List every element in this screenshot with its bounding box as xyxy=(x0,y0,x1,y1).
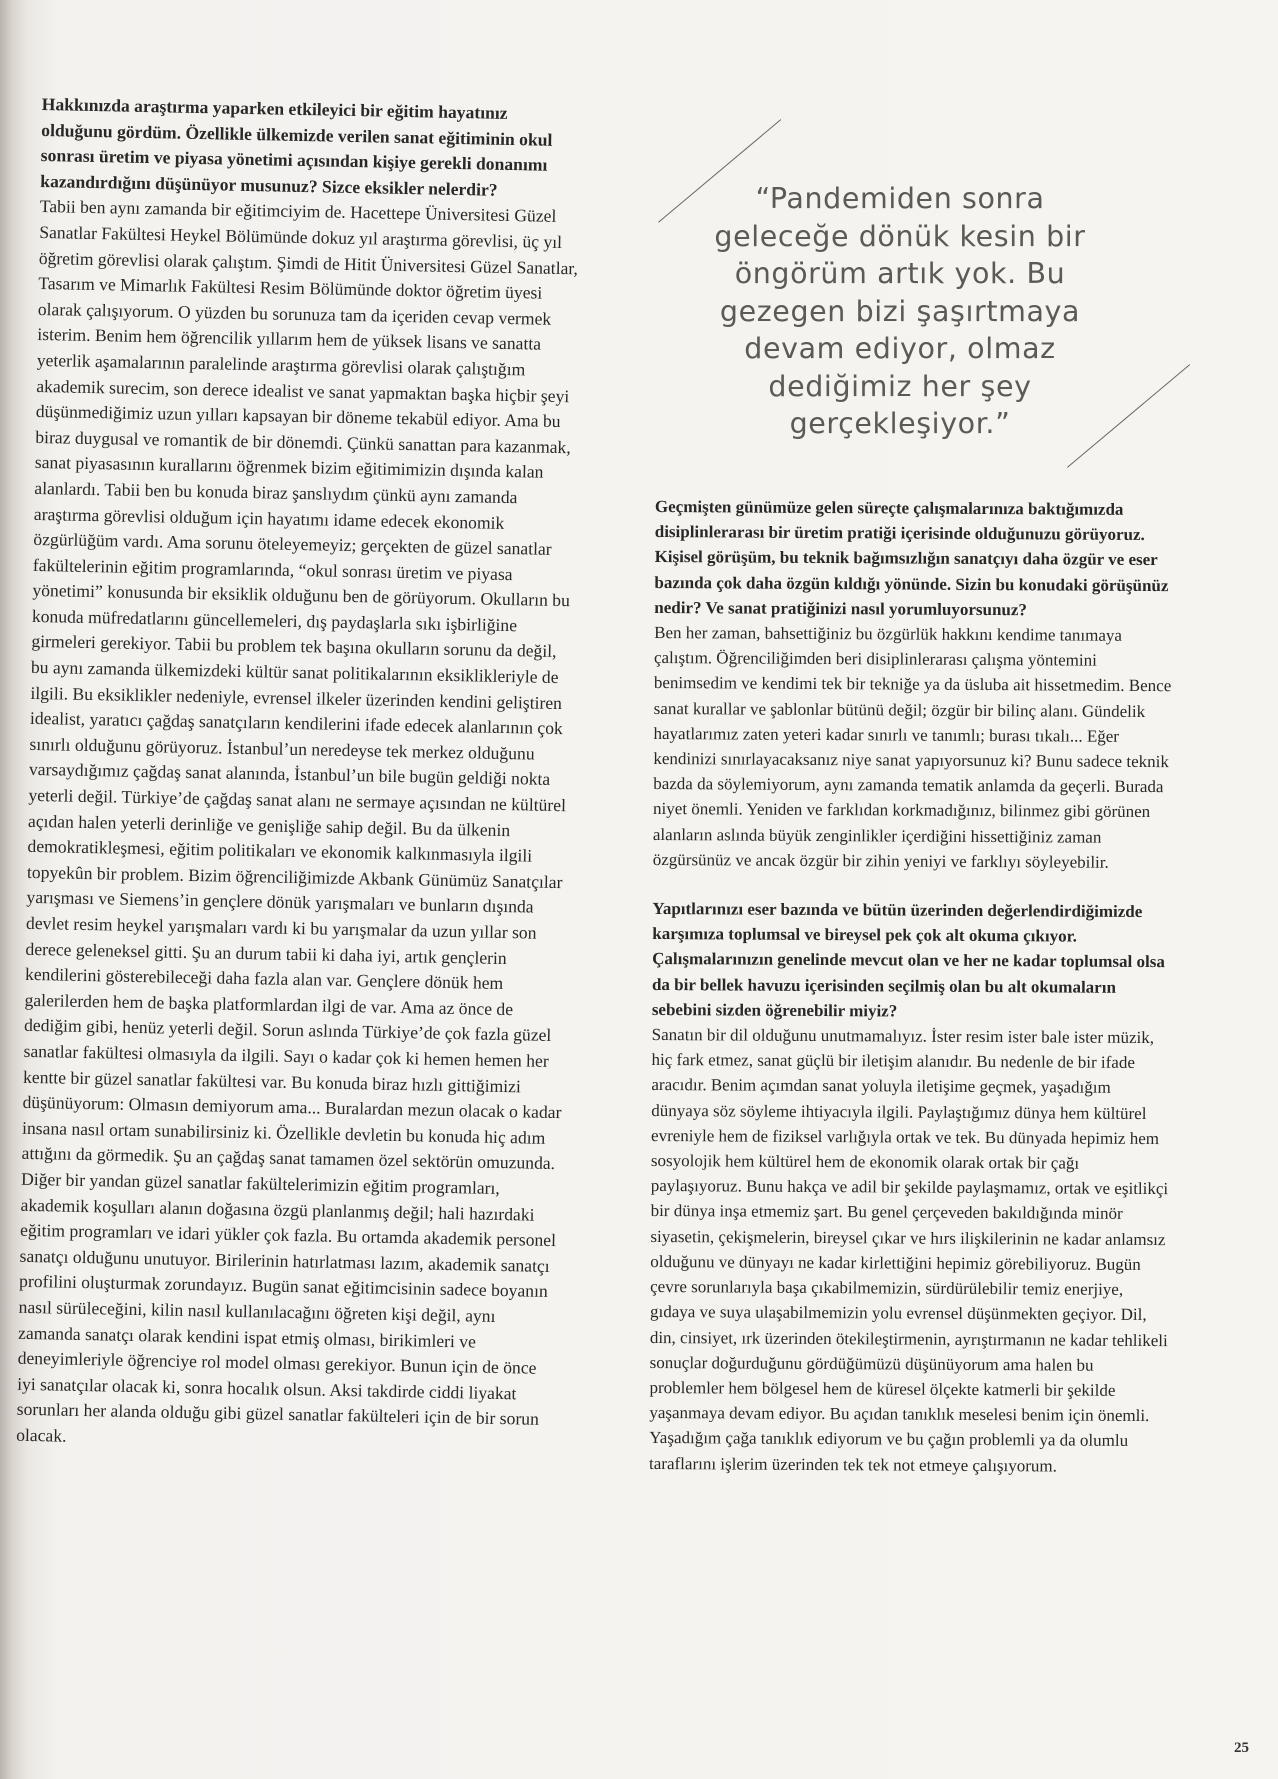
interview-answer: Ben her zaman, bahsettiğiniz bu özgürlük hakkını kendime tanımaya çalıştım. Öğrenciliğimden beri disiplinlerarası çalışma yöntemini benimsedim ve kendimi tek bir tekniğe ya da üsluba ait hissetmedim. Bence sanat kurallar ve şablonlar bütünü değil; özgür bir bilinç alanı. Gündelik hayatlarımız zaten yeteri kadar sınırlı ve tanımlı; burası tıkalı... Eğer kendinizi sınırlayacaksanız niye sanat yapıyorsunuz ki? Bunu sadece teknik bazda da söylemiyorum, aynı zamanda tematik anlamda da geçerli. Burada niyet önemli. Yeniden ve farklıdan korkmadığınız, bilinmez gibi görünen alanların aslında büyük zenginlikler içerdiğini hissettiğiniz zaman özgürsünüz ve ancak özgür bir zihin yeniyi ve farklıyı söyleyebilir. xyxy=(652,623,1172,872)
page-number: 25 xyxy=(1234,1740,1249,1756)
paragraph-gap xyxy=(653,872,1173,899)
interview-answer: Tabii ben aynı zamanda bir eğitimciyim de. Hacettepe Üniversitesi Güzel Sanatlar Fakültesi Heykel Bölümünde dokuz yıl araştırma görevlisi, üç yıl öğretim görevlisi olarak çalıştım. Şimdi de Hitit Üniversitesi Güzel Sanatlar, Tasarım ve Mimarlık Fakültesi Resim Bölümünde doktor öğretim üyesi olarak çalışıyorum. O yüzden bu sorunuza tam da içeriden cevap vermek isterim. Benim hem öğrencilik yıllarım hem de yüksek lisans ve sanatta yeterlik aşamalarının paralelinde araştırma görevlisi olarak çalıştığım akademik surecim, son derece idealist ve sanat yapmaktan başka hiçbir şeyi düşünmediğimiz uzun yılları kapsayan bir döneme tekabül ediyor. Ama bu biraz duygusal ve romantik de bir dönemdi. Çünkü sanattan para kazanmak, sanat piyasasının kurallarını öğrenmek bizim eğitimimizin dışında kalan alanlardı. Tabii ben bu konuda biraz şanslıydım çünkü aynı zamanda araştırma görevlisi olduğum için hayatımı idame edecek ekonomik özgürlüğüm vardı. Ama sorunu öteleyemeyiz; gerçekten de güzel sanatlar fakültelerinin eğitim programlarında, “okul sonrası üretim ve piyasa yönetimi” konusunda bir eksiklik olduğunu ben de görüyorum. Okulların bu konuda müfredatlarını güncellemeleri, dış paydaşlarla sıkı işbirliğine girmeleri gerekiyor. Tabii bu problem tek başına okulların sorunu da değil, bu aynı zamanda ülkemizdeki kültür sanat politikalarının eksiklikleriyle de ilgili. Bu eksiklikler nedeniyle, evrensel ilkeler üzerinden kendini geliştiren idealist, yaratıcı çağdaş sanatçıların kendilerini ifade edecek alanlarının çok sınırlı olduğunu görüyoruz. İstanbul’un neredeyse tek merkez olduğunu varsaydığımız çağdaş sanat alanında, İstanbul’un bile bugün geldiği nokta yeterli değil. Türkiye’de çağdaş sanat alanı ne sermaye açısından ne kültürel açıdan halen yeterli derinliğe ve genişliğe sahip değil. Bu da ülkenin demokratikleşmesi, eğitim politikaları ve ekonomik kalkınmasıyla ilgili topyekûn bir problem. Bizim öğrenciliğimizde Akbank Günümüz Sanatçılar yarışması ve Siemens’in gençlere dönük yarışmaları ve bunların dışında devlet resim heykel yarışmaları vardı ki bu yarışmalar da uzun yıllar son derece geleneksel gitti. Şu an durum tabii ki daha iyi, artık gençlerin kendilerini gösterebileceği daha fazla alan var. Gençlere dönük hem galerilerden hem de başka platformlardan ilgi de var. Ama az önce de dediğim gibi, henüz yeterli değil. Sorun aslında Türkiye’de çok fazla güzel sanatlar fakültesi olmasıyla da ilgili. Sayı o kadar çok ki hemen hemen her kentte bir güzel sanatlar fakültesi var. Bu konuda biraz hızlı gittiğimizi düşünüyorum: Olmasın demiyorum ama... Buralardan mezun olacak o kadar insana nasıl ortam sunabilirsiniz ki. Özellikle devletin bu konuda hiç adım attığını da görmedik. Şu an çağdaş sanat tamamen özel sektörün omuzunda. Diğer bir yandan güzel sanatlar fakültelerimizin eğitim programları, akademik koşulları alanın doğasına özgü planlanmış değil; hali hazırdaki eğitim programları ve idari yükler çok fazla. Bu ortamda akademik personel sanatçı olduğunu unutuyor. Birilerinin hatırlatması lazım, akademik sanatçı profilini oluşturmak zorundayız. Bugün sanat eğitimcisinin sadece boyanın nasıl sürüleceğini, kilin nasıl kullanılacağını öğreten kişi değil, aynı zamanda sanatçı olarak kendini ispat etmiş olması, birikimleri ve deneyimleriyle öğrenciye rol model olması gerekiyor. Bunun için de önce iyi sanatçılar olacak ki, sonra hocalık olsun. Aksi takdirde ciddi liyakat sorunları her alanda olduğu gibi güzel sanatlar fakülteleri için de bir sorun olacak. xyxy=(16,196,579,1446)
left-column xyxy=(16,92,582,1459)
interview-question: Hakkınızda araştırma yaparken etkileyici bir eğitim hayatınız olduğunu gördüm. Özellikle ülkemizde verilen sanat eğitiminin okul sonrası üretim ve piyasa yönetimi açısından kişiye gerekli donanımı kazandırdığını düşünüyor musunuz? Sizce eksikler nelerdir? xyxy=(40,93,553,200)
interview-answer: Sanatın bir dil olduğunu unutmamalıyız. İster resim ister bale ister müzik, hiç fark etmez, sanat güçlü bir iletişim alanıdır. Bu nedenle de bir ifade aracıdır. Benim açımdan sanat yoluyla iletişime geçmek, yaşadığım dünyaya söz söyleme ihtiyacıyla ilgili. Paylaştığımız dünya hem kültürel evreniyle hem de fiziksel varlığıyla ortak ve tek. Bu dünyada hepimiz hem sosyolojik hem kültürel hem de ekonomik olarak ortak bir çağı paylaşıyoruz. Bunu hakça ve adil bir şekilde paylaşmamız, ortak ve eşitlikçi bir dünya inşa etmemiz şart. Bu genel çerçeveden bakıldığında minör siyasetin, çekişmelerin, bireysel çıkar ve hırs ilişkilerinin ne kadar anlamsız olduğunu ve dünyayı ne kadar kirlettiğini hepimiz görebiliyoruz. Bugün çevre sorunlarıyla başa çıkabilmemizin, sürdürülebilir temiz enerjiye, gıdaya ve suya ulaşabilmemizin yolu evrensel düşünmekten geçiyor. Dil, din, cinsiyet, ırk üzerinden ötekileştirmenin, ayrıştırmanın ne kadar tehlikeli sonuçlar doğurduğunu gördüğümüzü düşünüyorum ama halen bu problemler hem bölgesel hem de küresel ölçekte katmerli bir şekilde yaşanmaya devam ediyor. Bu açıdan tanıklık meselesi benim için önemli. Yaşadığım çağa tanıklık ediyorum ve bu çağın problemli ya da olumlu taraflarını işlerim üzerinden tek tek not etmeye çalışıyorum. xyxy=(649,1025,1169,1475)
right-column xyxy=(649,494,1175,1479)
interview-question: Geçmişten günümüze gelen süreçte çalışmalarınıza baktığımızda disiplinlerarası bir üretim pratiği içerisinde olduğunuzu görüyoruz. Kişisel görüşüm, bu teknik bağımsızlığın sanatçıyı daha özgür ve eser bazında çok daha özgün kıldığı yönünde. Sizin bu konudaki görüşünüz nedir? Ve sanat pratiğinizi nasıl yorumluyorsunuz? xyxy=(654,496,1169,620)
pull-quote: “Pandemiden sonra geleceğe dönük kesin bir öngörüm artık yok. Bu gezegen bizi şaşırtmaya devam ediyor, olmaz dediğimiz her şey gerçekleşiyor.” xyxy=(714,182,1086,440)
interview-question: Yapıtlarınızı eser bazında ve bütün üzerinden değerlendirdiğimizde karşımıza toplumsal ve bireysel pek çok alt okuma çıkıyor. Çalışmalarınızın genelinde mevcut olan ve her ne kadar toplumsal olsa da bir bellek havuzu içerisinden seçilmiş olan bu alt okumaların sebebini sizden öğrenebilir miyiz? xyxy=(651,899,1165,1021)
